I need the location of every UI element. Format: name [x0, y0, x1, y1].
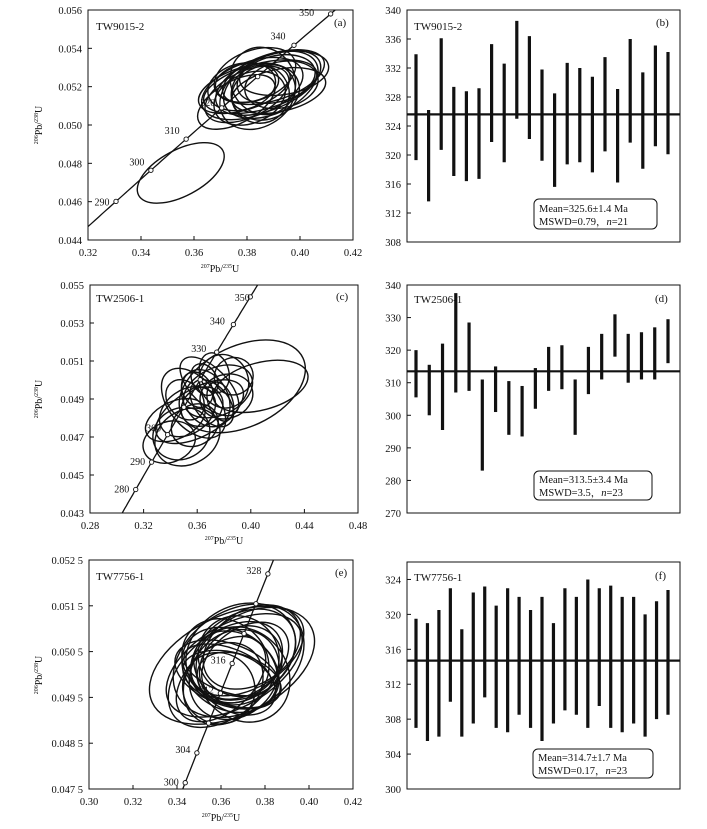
stats-mean: Mean=314.7±1.7 Ma — [538, 753, 627, 764]
y-tick-label: 0.052 5 — [51, 556, 83, 567]
concordia-age-label: 340 — [209, 316, 225, 328]
x-tick-label: 0.40 — [241, 521, 260, 532]
y-tick-label: 330 — [385, 313, 401, 325]
y-tick-label: 0.051 — [60, 357, 84, 368]
sample-label: TW9015-2 — [414, 21, 463, 33]
panel-tag: (a) — [334, 17, 347, 29]
y-tick-label: 0.047 5 — [51, 785, 83, 796]
sample-label: TW7756-1 — [96, 571, 145, 583]
x-tick-label: 0.32 — [78, 248, 98, 259]
concordia-age-label: 340 — [270, 31, 286, 43]
y-tick-label: 320 — [385, 346, 401, 358]
y-tick-label: 300 — [385, 785, 401, 796]
y-tick-label: 308 — [385, 238, 401, 249]
y-tick-label: 312 — [385, 680, 401, 692]
y-axis-title: $^{206}$Pb/$^{238}$U — [34, 655, 45, 695]
x-axis-title: $^{207}$Pb/$^{235}$U — [200, 264, 240, 275]
y-tick-label: 290 — [385, 443, 401, 455]
x-axis-title: $^{207}$Pb/$^{235}$U — [201, 813, 241, 824]
x-tick-label: 0.36 — [188, 521, 207, 532]
y-tick-label: 0.053 — [60, 319, 84, 330]
concordia-age-label: 330 — [191, 344, 207, 356]
x-tick-label: 0.34 — [131, 248, 151, 259]
y-tick-label: 320 — [385, 610, 401, 622]
concordia-age-label: 350 — [299, 7, 315, 19]
y-tick-label: 0.046 — [58, 197, 82, 209]
concordia-age-label: 300 — [146, 423, 162, 435]
y-tick-label: 0.055 — [60, 281, 84, 292]
y-tick-label: 308 — [385, 715, 401, 727]
panel-tag: (f) — [655, 570, 666, 582]
concordia-age-label: 290 — [94, 197, 110, 209]
concordia-age-label: 300 — [163, 777, 179, 789]
concordia-age-label: 350 — [234, 292, 250, 304]
panel-tag: (e) — [335, 567, 348, 579]
panel-tag: (d) — [655, 293, 668, 305]
y-tick-label: 0.048 — [58, 159, 82, 171]
y-tick-label: 320 — [385, 151, 401, 162]
concordia-age-label: 300 — [129, 157, 145, 169]
concordia-age-label: 304 — [175, 744, 191, 756]
y-tick-label: 0.045 — [60, 471, 84, 482]
sample-label: TW2506-1 — [414, 294, 463, 306]
y-tick-label: 0.050 — [58, 121, 82, 132]
y-tick-label: 0.048 5 — [51, 739, 83, 751]
sample-label: TW7756-1 — [414, 572, 463, 584]
y-tick-label: 324 — [385, 575, 401, 587]
y-tick-label: 0.049 — [60, 395, 84, 406]
stats-mean: Mean=325.6±1.4 Ma — [539, 204, 628, 215]
y-tick-label: 312 — [385, 209, 401, 220]
x-tick-label: 0.36 — [184, 248, 204, 259]
stats-mswd: MSWD=0.79，n=21 — [539, 217, 629, 228]
y-tick-label: 324 — [385, 122, 401, 133]
x-tick-label: 0.32 — [134, 521, 153, 532]
x-tick-label: 0.36 — [211, 797, 231, 808]
panel-tag: (b) — [656, 17, 669, 29]
y-tick-label: 316 — [385, 180, 401, 191]
x-tick-label: 0.42 — [343, 248, 363, 259]
x-tick-label: 0.28 — [80, 521, 100, 532]
stats-mswd: MSWD=0.17，n=23 — [538, 766, 628, 777]
x-tick-label: 0.42 — [343, 797, 363, 808]
x-axis-title: $^{207}$Pb/$^{235}$U — [204, 536, 244, 547]
x-tick-label: 0.30 — [79, 797, 99, 808]
concordia-age-label: 280 — [114, 484, 130, 496]
y-tick-label: 0.043 — [60, 509, 84, 520]
x-tick-label: 0.48 — [348, 521, 368, 532]
y-tick-label: 280 — [385, 476, 401, 488]
concordia-age-label: 328 — [246, 565, 262, 577]
x-tick-label: 0.40 — [290, 248, 310, 259]
concordia-age-label: 290 — [130, 457, 146, 469]
y-tick-label: 0.051 5 — [51, 601, 83, 613]
y-tick-label: 340 — [385, 6, 401, 17]
y-tick-label: 336 — [385, 35, 401, 46]
y-tick-label: 0.054 — [58, 44, 82, 56]
y-axis-title: $^{206}$Pb/$^{238}$U — [34, 379, 45, 419]
y-tick-label: 0.049 5 — [51, 693, 83, 705]
x-tick-label: 0.32 — [123, 797, 143, 808]
y-tick-label: 270 — [385, 509, 401, 520]
y-tick-label: 0.044 — [58, 236, 82, 247]
concordia-age-label: 320 — [200, 97, 216, 109]
concordia-age-label: 312 — [198, 685, 214, 697]
x-tick-label: 0.34 — [167, 797, 187, 808]
sample-label: TW2506-1 — [96, 293, 145, 305]
y-tick-label: 328 — [385, 93, 401, 104]
x-tick-label: 0.40 — [299, 797, 319, 808]
concordia-age-label: 310 — [164, 126, 180, 138]
stats-mean: Mean=313.5±3.4 Ma — [539, 475, 628, 486]
x-tick-label: 0.38 — [255, 797, 275, 808]
y-tick-label: 300 — [385, 411, 401, 423]
panel-tag: (c) — [336, 291, 349, 303]
sample-label: TW9015-2 — [96, 21, 145, 33]
stats-mswd: MSWD=3.5，n=23 — [539, 488, 623, 499]
y-axis-title: $^{206}$Pb/$^{238}$U — [34, 105, 45, 145]
y-tick-label: 316 — [385, 645, 401, 657]
x-tick-label: 0.38 — [237, 248, 257, 259]
y-tick-label: 332 — [385, 64, 401, 75]
y-tick-label: 340 — [385, 281, 401, 292]
y-tick-label: 0.050 5 — [51, 647, 83, 659]
y-tick-label: 310 — [385, 378, 401, 390]
y-tick-label: 0.056 — [58, 6, 82, 17]
x-tick-label: 0.44 — [295, 521, 314, 532]
y-tick-label: 304 — [385, 750, 401, 762]
concordia-age-label: 316 — [210, 655, 226, 667]
y-tick-label: 0.052 — [58, 82, 82, 94]
y-tick-label: 0.047 — [60, 433, 84, 444]
